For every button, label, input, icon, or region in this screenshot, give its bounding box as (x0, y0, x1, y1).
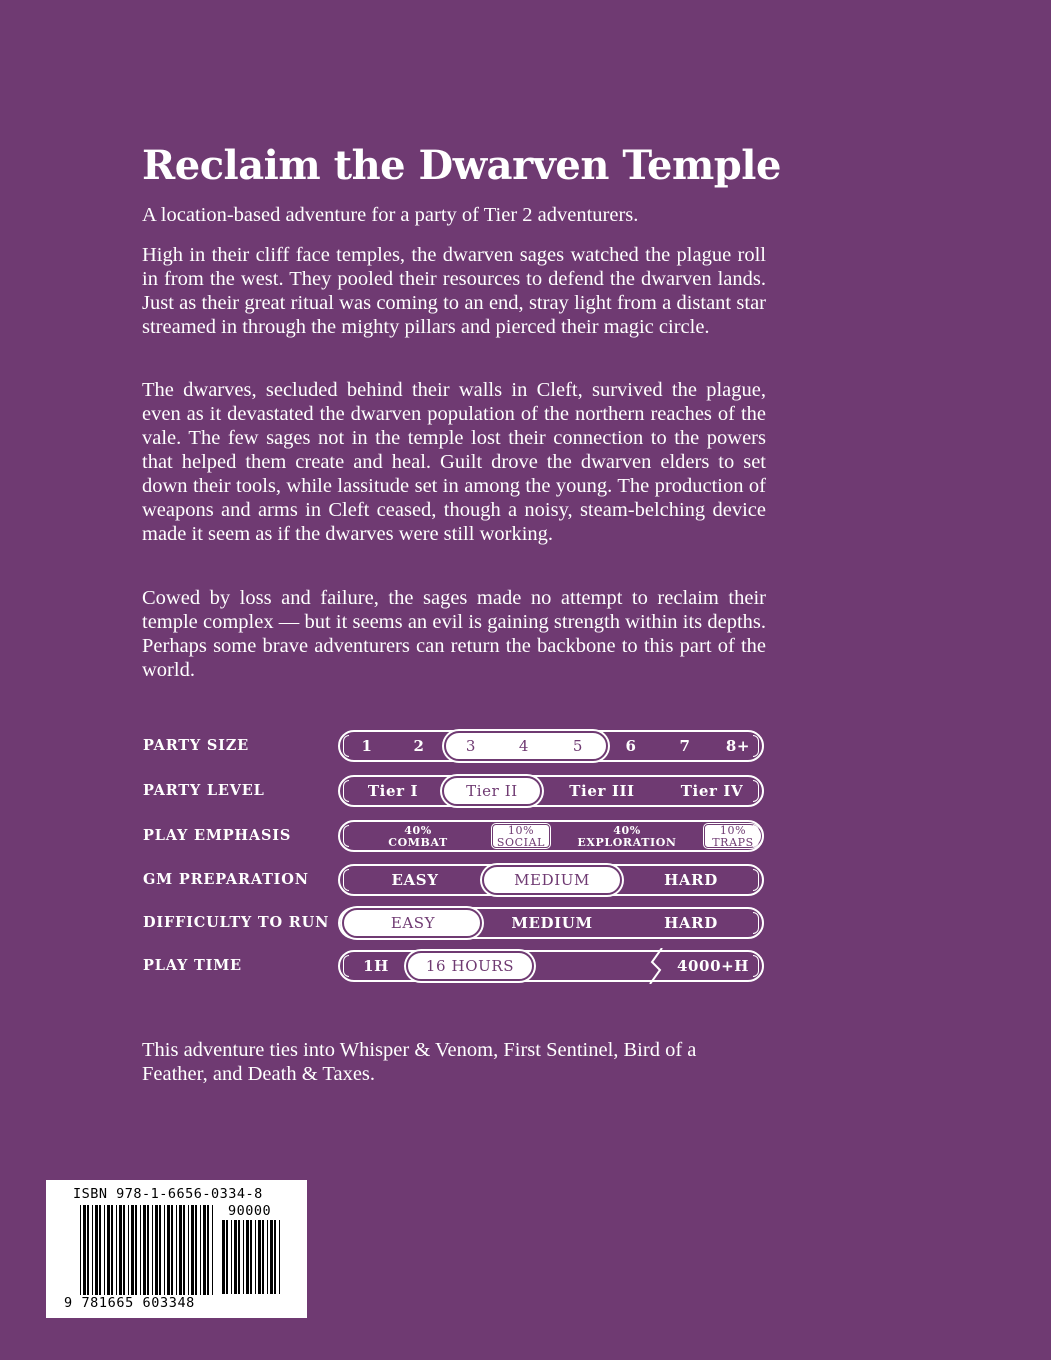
gm-prep-option-selected: MEDIUM (514, 871, 590, 889)
emphasis-social-pct: 10% (507, 824, 535, 837)
difficulty-row (142, 905, 764, 941)
barcode-bar (234, 1220, 237, 1294)
play-emphasis-row (142, 818, 764, 854)
barcode-bar (107, 1205, 110, 1295)
barcode-bar (135, 1205, 137, 1295)
difficulty-option: HARD (664, 914, 718, 932)
party-size-label: PARTY SIZE (143, 737, 249, 754)
barcode-bar (279, 1220, 280, 1294)
play-emphasis-bar (338, 820, 764, 852)
gm-preparation-label: GM PREPARATION (143, 871, 309, 888)
party-size-option: 8+ (725, 737, 751, 755)
emphasis-combat-name: COMBAT (388, 836, 448, 849)
barcode-bar (87, 1205, 89, 1295)
description-paragraph-2: The dwarves, secluded behind their walls in Cleft, survived the plague, even as it devastated the dwarven population of the northern reaches of the vale. The few sages not in the temple lost their connection to the powers that helped them create and heal. Guilt drove the dwarven elders to set down their tools, while lassitude set in among the young. The production of weapons and arms in Cleft ceased, though a noisy, steam-belching device made it seem as if the dwarves were still working. (142, 379, 766, 545)
barcode-bar (176, 1205, 177, 1295)
emphasis-social-name: SOCIAL (496, 836, 546, 849)
barcode-bar (183, 1205, 185, 1295)
barcode-bar (140, 1205, 141, 1295)
intro-text: A location-based adventure for a party of Tier 2 adventurers. (142, 204, 639, 226)
barcode-bar (203, 1205, 206, 1295)
barcode-bar (222, 1220, 225, 1294)
play-emphasis-label: PLAY EMPHASIS (143, 827, 292, 844)
party-size-option: 7 (679, 737, 691, 755)
difficulty-option-selected: EASY (390, 914, 436, 932)
emphasis-exploration (554, 822, 700, 850)
party-level-label: PARTY LEVEL (143, 782, 265, 799)
barcode-bar (167, 1205, 170, 1295)
barcode-bar (171, 1205, 173, 1295)
play-time-max: 4000+H (676, 957, 750, 975)
party-level-bar (338, 775, 764, 807)
emphasis-traps-pct: 10% (719, 824, 747, 837)
barcode-bar (155, 1205, 158, 1295)
ean-number: 9 781665 603348 (64, 1295, 195, 1311)
barcode-bar (123, 1205, 125, 1295)
barcode-bar (243, 1220, 244, 1294)
barcode-bar (147, 1205, 149, 1295)
barcode-bar (238, 1220, 240, 1294)
party-size-option: 1 (361, 737, 373, 755)
barcode-bar (92, 1205, 93, 1295)
barcode-bar (159, 1205, 161, 1295)
barcode-bar (207, 1205, 209, 1295)
addon-barcode-icon (222, 1220, 284, 1294)
barcode-bar (258, 1220, 261, 1294)
party-level-option-selected: Tier II (466, 782, 518, 800)
barcode-bar (111, 1205, 113, 1295)
ean-barcode-icon (80, 1205, 216, 1295)
emphasis-traps (704, 822, 762, 850)
isbn-label: ISBN 978-1-6656-0334-8 (73, 1186, 263, 1202)
difficulty-label: DIFFICULTY TO RUN (143, 914, 330, 931)
play-time-min: 1H (363, 957, 389, 975)
emphasis-social (492, 822, 550, 850)
difficulty-option: MEDIUM (511, 914, 593, 932)
party-level-row (142, 773, 764, 809)
emphasis-exploration-pct: 40% (613, 824, 641, 837)
barcode-bar (143, 1205, 146, 1295)
description-paragraph-3: Cowed by loss and failure, the sages made no attempt to reclaim their temple complex — but it seems an evil is gaining strength within its depths. Perhaps some brave adventurers can return the backbone to this part of the world. (142, 587, 766, 681)
barcode-bar (267, 1220, 268, 1294)
price-code: 90000 (228, 1203, 272, 1219)
party-size-option-selected: 3 (465, 737, 477, 755)
play-time-bar (338, 950, 764, 982)
barcode-bar (255, 1220, 256, 1294)
play-time-row (142, 948, 764, 984)
barcode-bar (119, 1205, 122, 1295)
party-size-option-selected: 4 (518, 737, 530, 755)
party-level-option: Tier III (569, 782, 635, 800)
difficulty-bar (338, 907, 764, 939)
barcode-bar (128, 1205, 129, 1295)
emphasis-exploration-name: EXPLORATION (577, 836, 677, 849)
emphasis-combat (348, 822, 488, 850)
gm-preparation-row (142, 862, 764, 898)
party-level-option: Tier IV (680, 782, 744, 800)
isbn-barcode-box (46, 1180, 307, 1318)
barcode-bar (270, 1220, 273, 1294)
tie-in-text: This adventure ties into Whisper & Venom, First Sentinel, Bird of a Feather, and Death & Taxes. (142, 1039, 697, 1085)
description-paragraph-1: High in their cliff face temples, the dwarven sages watched the plague roll in from the west. They pooled their resources to defend the dwarven lands. Just as their great ritual was coming to an end, stray light from a distant star streamed in through the mighty pillars and pierced their magic circle. (142, 244, 766, 338)
barcode-bar (80, 1205, 81, 1295)
barcode-bar (226, 1220, 228, 1294)
play-time-value: 16 HOURS (425, 957, 515, 975)
gm-prep-option: HARD (664, 871, 718, 889)
barcode-bar (152, 1205, 153, 1295)
barcode-bar (95, 1205, 98, 1295)
barcode-bar (250, 1220, 252, 1294)
barcode-bar (104, 1205, 105, 1295)
barcode-bar (179, 1205, 182, 1295)
barcode-bar (262, 1220, 264, 1294)
break-mark-icon (646, 948, 666, 984)
party-level-option: Tier I (367, 782, 419, 800)
barcode-bar (188, 1205, 189, 1295)
barcode-bar (164, 1205, 165, 1295)
barcode-bar (274, 1220, 276, 1294)
party-size-option: 2 (413, 737, 425, 755)
barcode-bar (83, 1205, 86, 1295)
barcode-bar (191, 1205, 194, 1295)
gm-prep-option: EASY (391, 871, 439, 889)
barcode-bar (246, 1220, 249, 1294)
barcode-bar (99, 1205, 101, 1295)
barcode-bar (131, 1205, 134, 1295)
barcode-bar (212, 1205, 213, 1295)
party-size-bar (338, 730, 764, 762)
gm-preparation-bar (338, 864, 764, 896)
barcode-bar (195, 1205, 197, 1295)
page-title: Reclaim the Dwarven Temple (142, 142, 781, 189)
emphasis-traps-name: TRAPS (712, 836, 754, 849)
emphasis-combat-pct: 40% (404, 824, 432, 837)
play-time-label: PLAY TIME (143, 957, 242, 974)
party-size-row (142, 728, 764, 764)
barcode-bar (116, 1205, 117, 1295)
barcode-bar (200, 1205, 201, 1295)
barcode-bar (231, 1220, 232, 1294)
party-size-option: 6 (625, 737, 637, 755)
party-size-option-selected: 5 (572, 737, 584, 755)
